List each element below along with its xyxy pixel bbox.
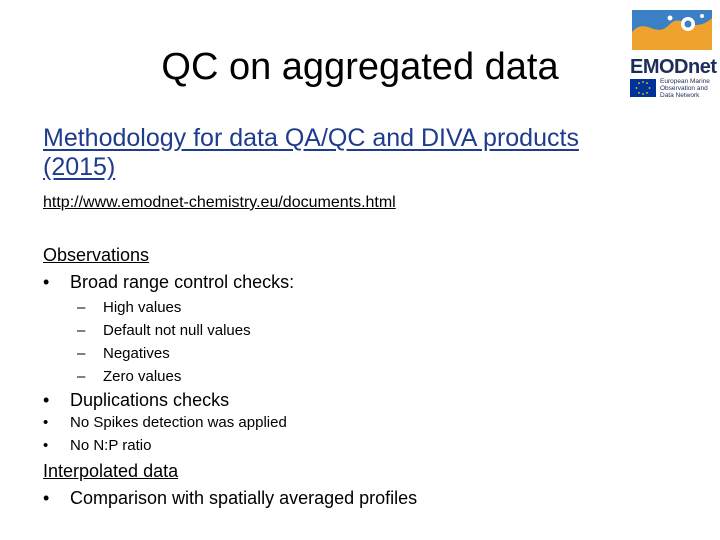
list-item: – Default not null values [77, 322, 251, 339]
logo-subtitle: European Marine Observation and Data Network [660, 78, 710, 99]
bullet-np-ratio: • No N:P ratio [43, 437, 152, 454]
bullet-text: Broad range control checks: [70, 272, 295, 292]
methodology-heading[interactable]: Methodology for data QA/QC and DIVA products (2015) [43, 124, 579, 181]
emodnet-wave-icon [630, 6, 714, 54]
bullet-duplications: • Duplications checks [43, 390, 230, 410]
interpolated-label: Interpolated data [43, 461, 179, 481]
bullet-text: No Spikes detection was applied [70, 414, 287, 431]
emodnet-logo [630, 6, 717, 99]
bullet-broad-range [43, 271, 294, 293]
bullet-text: Duplications checks [70, 390, 230, 410]
bullet-text: No N:P ratio [70, 437, 152, 454]
list-item: – High values [77, 299, 182, 316]
slide-title: QC on aggregated data [161, 46, 559, 88]
bullet-comparison: • Comparison with spatially averaged profiles [43, 488, 418, 508]
bullet-spikes: • No Spikes detection was applied [43, 414, 287, 431]
list-item: – Zero values [77, 368, 182, 385]
bullet-glyph: • [43, 272, 50, 292]
logo-wordmark: EMODnet [630, 56, 717, 78]
bullet-text: Comparison with spatially averaged profiles [70, 488, 418, 508]
list-item: – Negatives [77, 345, 170, 362]
documents-link[interactable]: http://www.emodnet-chemistry.eu/documents.html [43, 194, 396, 211]
checks-list [77, 296, 251, 388]
eu-flag-icon [630, 79, 656, 97]
observations-label: Observations [43, 245, 150, 265]
